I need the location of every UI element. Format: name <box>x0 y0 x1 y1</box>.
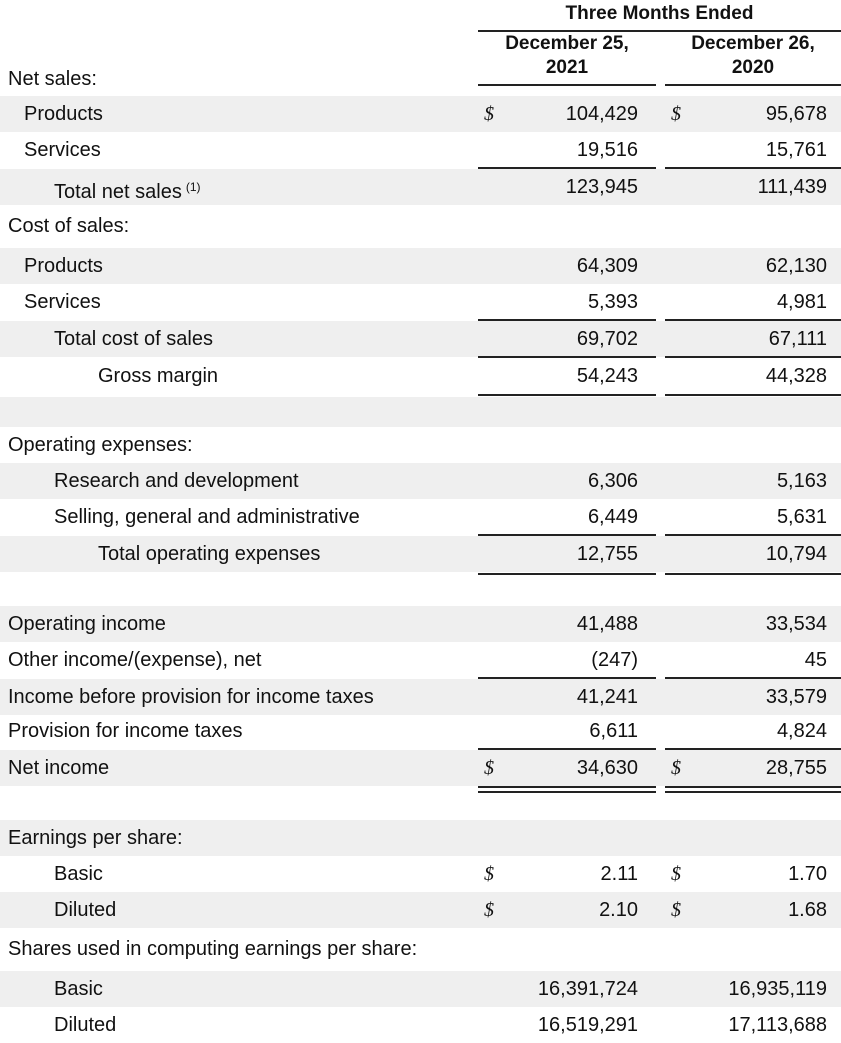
shares-diluted-row <box>0 1007 841 1040</box>
net-sales-services-row <box>0 132 841 168</box>
row-label: Operating income <box>8 613 166 635</box>
row-label: Services <box>24 291 101 313</box>
row-label <box>54 169 201 210</box>
currency-symbol: $ <box>484 899 494 921</box>
row-label: Gross margin <box>98 365 219 387</box>
value-2020: 5,163 <box>776 470 827 492</box>
row-label: Other income/(expense), net <box>8 649 262 671</box>
value-2020: 5,631 <box>776 506 827 528</box>
spacer-row <box>0 397 841 427</box>
eps-basic-row <box>0 856 841 892</box>
net-sales-header-row <box>0 61 841 97</box>
value-2020: 28,755 <box>765 757 827 779</box>
column-header-year: 2020 <box>731 57 775 78</box>
value-2021: 64,309 <box>576 255 638 277</box>
gross-margin-row <box>0 358 841 394</box>
value-2020: 4,824 <box>776 720 827 742</box>
value-2021: 69,702 <box>576 328 638 350</box>
value-2021: 6,611 <box>589 720 638 742</box>
value-2020: 4,981 <box>776 291 827 313</box>
cost-services-row <box>0 284 841 320</box>
value-2020: 67,111 <box>768 328 827 350</box>
currency-symbol: $ <box>484 103 494 125</box>
value-2020: 1.70 <box>788 863 827 885</box>
section-label: Shares used in computing earnings per share: <box>8 938 418 960</box>
section-label: Net sales: <box>8 68 97 90</box>
currency-symbol: $ <box>484 757 494 779</box>
value-2020: 45 <box>804 649 827 671</box>
footnote-marker: (1) <box>185 180 201 194</box>
value-2021: 6,306 <box>587 470 638 492</box>
eps-header-row <box>0 820 841 856</box>
value-2020: 33,579 <box>765 686 827 708</box>
row-label: Income before provision for income taxes <box>8 686 374 708</box>
value-2021: 2.11 <box>600 863 638 885</box>
section-label: Operating expenses: <box>8 434 193 456</box>
value-2021: 6,449 <box>587 506 638 528</box>
row-label: Total cost of sales <box>54 328 213 350</box>
value-2020: 16,935,119 <box>728 978 827 1000</box>
total-rule <box>478 573 656 575</box>
value-2020: 10,794 <box>765 543 827 565</box>
value-2021: 16,519,291 <box>537 1014 638 1036</box>
row-label: Total operating expenses <box>98 543 321 565</box>
value-2021: 19,516 <box>576 139 638 161</box>
cost-products-row <box>0 248 841 284</box>
total-rule <box>478 394 656 396</box>
period-header: Three Months Ended <box>478 0 841 32</box>
currency-symbol: $ <box>671 757 681 779</box>
value-2021: 123,945 <box>565 176 638 198</box>
total-net-sales-row <box>0 169 841 205</box>
total-rule <box>665 394 841 396</box>
row-label: Services <box>24 139 101 161</box>
column-header-year: 2021 <box>545 57 589 78</box>
currency-symbol: $ <box>671 899 681 921</box>
shares-header-row <box>0 931 841 967</box>
double-total-rule <box>665 786 841 793</box>
value-2020: 62,130 <box>765 255 827 277</box>
cost-of-sales-header-row <box>0 208 841 244</box>
value-2021: 2.10 <box>599 899 638 921</box>
research-development-row <box>0 463 841 499</box>
eps-diluted-row <box>0 892 841 928</box>
value-2020: 44,328 <box>765 365 827 387</box>
value-2020: 95,678 <box>765 103 827 125</box>
total-rule <box>665 573 841 575</box>
double-total-rule <box>478 786 656 793</box>
row-label: Selling, general and administrative <box>54 506 360 528</box>
row-label: Products <box>24 103 103 125</box>
operating-expenses-header-row <box>0 427 841 463</box>
value-2021: 34,630 <box>576 757 638 779</box>
currency-symbol: $ <box>671 863 681 885</box>
value-2021: 41,241 <box>576 686 638 708</box>
row-label: Research and development <box>54 470 299 492</box>
value-2020: 111,439 <box>757 176 827 198</box>
net-sales-products-row <box>0 96 841 132</box>
section-label: Earnings per share: <box>8 827 183 849</box>
column-header-date: December 25, <box>505 33 629 54</box>
row-label-text: Total net sales <box>54 181 182 203</box>
value-2021: 16,391,724 <box>537 978 638 1000</box>
sga-row <box>0 499 841 535</box>
section-label: Cost of sales: <box>8 215 130 237</box>
total-operating-expenses-row <box>0 536 841 572</box>
value-2020: 1.68 <box>788 899 827 921</box>
total-cost-of-sales-row <box>0 321 841 357</box>
provision-taxes-row <box>0 713 841 749</box>
currency-symbol: $ <box>484 863 494 885</box>
other-income-row <box>0 642 841 678</box>
value-2021: 5,393 <box>587 291 638 313</box>
operating-income-row <box>0 606 841 642</box>
value-2021: (247) <box>591 649 638 671</box>
row-label: Diluted <box>54 1014 117 1036</box>
row-label: Basic <box>54 863 103 885</box>
shares-basic-row <box>0 971 841 1007</box>
net-income-row <box>0 750 841 786</box>
row-label: Diluted <box>54 899 117 921</box>
row-label: Net income <box>8 757 110 779</box>
row-label: Provision for income taxes <box>8 720 243 742</box>
row-label: Products <box>24 255 103 277</box>
value-2020: 33,534 <box>765 613 827 635</box>
value-2021: 12,755 <box>576 543 638 565</box>
value-2021: 104,429 <box>565 103 638 125</box>
currency-symbol: $ <box>671 103 681 125</box>
value-2020: 17,113,688 <box>728 1014 827 1036</box>
column-header-date: December 26, <box>691 33 815 54</box>
row-label: Basic <box>54 978 103 1000</box>
value-2021: 41,488 <box>576 613 638 635</box>
value-2020: 15,761 <box>765 139 827 161</box>
value-2021: 54,243 <box>576 365 638 387</box>
income-before-taxes-row <box>0 679 841 715</box>
